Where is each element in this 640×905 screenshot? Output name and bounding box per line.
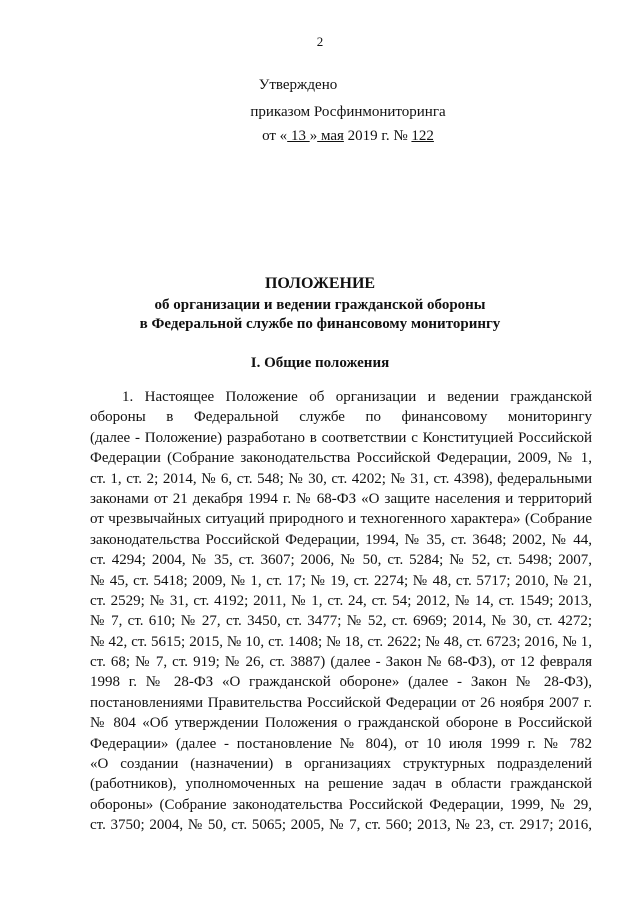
body-line: № 804 «Об утверждении Положения о гражданской обороне в Российской bbox=[90, 715, 592, 732]
body-line: № 7, ст. 610; № 27, ст. 3450, ст. 3477; № 52, ст. 6969; 2014, № 30, ст. 4272; bbox=[90, 613, 592, 630]
document-title: ПОЛОЖЕНИЕ bbox=[264, 275, 376, 292]
body-line: обороны в Федеральной службе по финансовому мониторингу bbox=[90, 409, 592, 426]
approval-day: 13 bbox=[287, 128, 310, 144]
body-line: от чрезвычайных ситуаций природного и техногенного характера» (Собрание bbox=[90, 511, 592, 528]
body-line: Федерации» (далее - постановление № 804), от 10 июля 1999 г. № 782 bbox=[90, 735, 592, 752]
approval-line-1: Утверждено bbox=[258, 77, 338, 93]
body-line: ст. 1, ст. 2; 2014, № 6, ст. 548; № 30, ст. 4202; № 31, ст. 4398), федеральными bbox=[90, 470, 592, 487]
body-line: ст. 3750; 2004, № 50, ст. 5065; 2005, № 7, ст. 560; 2013, № 23, ст. 2917; 2016, bbox=[90, 817, 592, 834]
body-line: ст. 2529; № 31, ст. 4192; 2011, № 1, ст. 24, ст. 54; 2012, № 14, ст. 1549; 2013, bbox=[90, 592, 592, 609]
approval-line-3 bbox=[148, 128, 548, 145]
page-number: 2 bbox=[316, 34, 324, 49]
section-heading: I. Общие положения bbox=[250, 355, 390, 371]
body-line: № 42, ст. 5615; 2015, № 10, ст. 1408; № 18, ст. 2622; № 48, ст. 6723; 2016, № 1, bbox=[90, 633, 592, 650]
body-line: (работников), уполномоченных на решение задач в области гражданской bbox=[90, 776, 592, 793]
body-line: Федерации (Собрание законодательства Российской Федерации, 2009, № 1, bbox=[90, 450, 592, 467]
body-line: № 45, ст. 5418; 2009, № 1, ст. 17; № 19, ст. 2274; № 48, ст. 5717; 2010, № 21, bbox=[90, 572, 592, 589]
body-line: 1998 г. № 28-ФЗ «О гражданской обороне» (далее - Закон № 28-ФЗ), bbox=[90, 674, 592, 691]
body-line: 1. Настоящее Положение об организации и ведении гражданской bbox=[122, 389, 592, 405]
document-subtitle-line-2: в Федеральной службе по финансовому мониторингу bbox=[139, 316, 501, 332]
approval-year: 2019 г. № bbox=[343, 128, 408, 144]
approval-line-2: приказом Росфинмониторинга bbox=[250, 104, 446, 120]
body-line: законодательства Российской Федерации, 1994, № 35, ст. 3648; 2002, № 44, bbox=[90, 531, 592, 548]
body-line: ст. 4294; 2004, № 35, ст. 3607; 2006, № 50, ст. 5284; № 52, ст. 5498; 2007, bbox=[90, 552, 592, 569]
approval-month: мая bbox=[317, 128, 344, 144]
body-line: обороны» (Собрание законодательства Российской Федерации, 1999, № 29, bbox=[90, 796, 592, 813]
approval-date-sep: » bbox=[309, 128, 318, 144]
body-line: ст. 68; № 7, ст. 919; № 26, ст. 3887) (далее - Закон № 68-ФЗ), от 12 февраля bbox=[90, 654, 592, 671]
body-paragraph bbox=[90, 387, 592, 836]
body-line: законами от 21 декабря 1994 г. № 68-ФЗ «О защите населения и территорий bbox=[90, 490, 592, 507]
body-line: постановлениями Правительства Российской Федерации от 26 ноября 2007 г. bbox=[90, 694, 592, 711]
approval-date-prefix: от « bbox=[262, 128, 288, 144]
document-subtitle-line-1: об организации и ведении гражданской обороны bbox=[154, 297, 486, 313]
body-line: «О создании (назначении) в организациях структурных подразделений bbox=[90, 756, 592, 773]
approval-order-number: 122 bbox=[411, 128, 434, 144]
body-line: (далее - Положение) разработано в соответствии с Конституцией Российской bbox=[90, 429, 592, 446]
